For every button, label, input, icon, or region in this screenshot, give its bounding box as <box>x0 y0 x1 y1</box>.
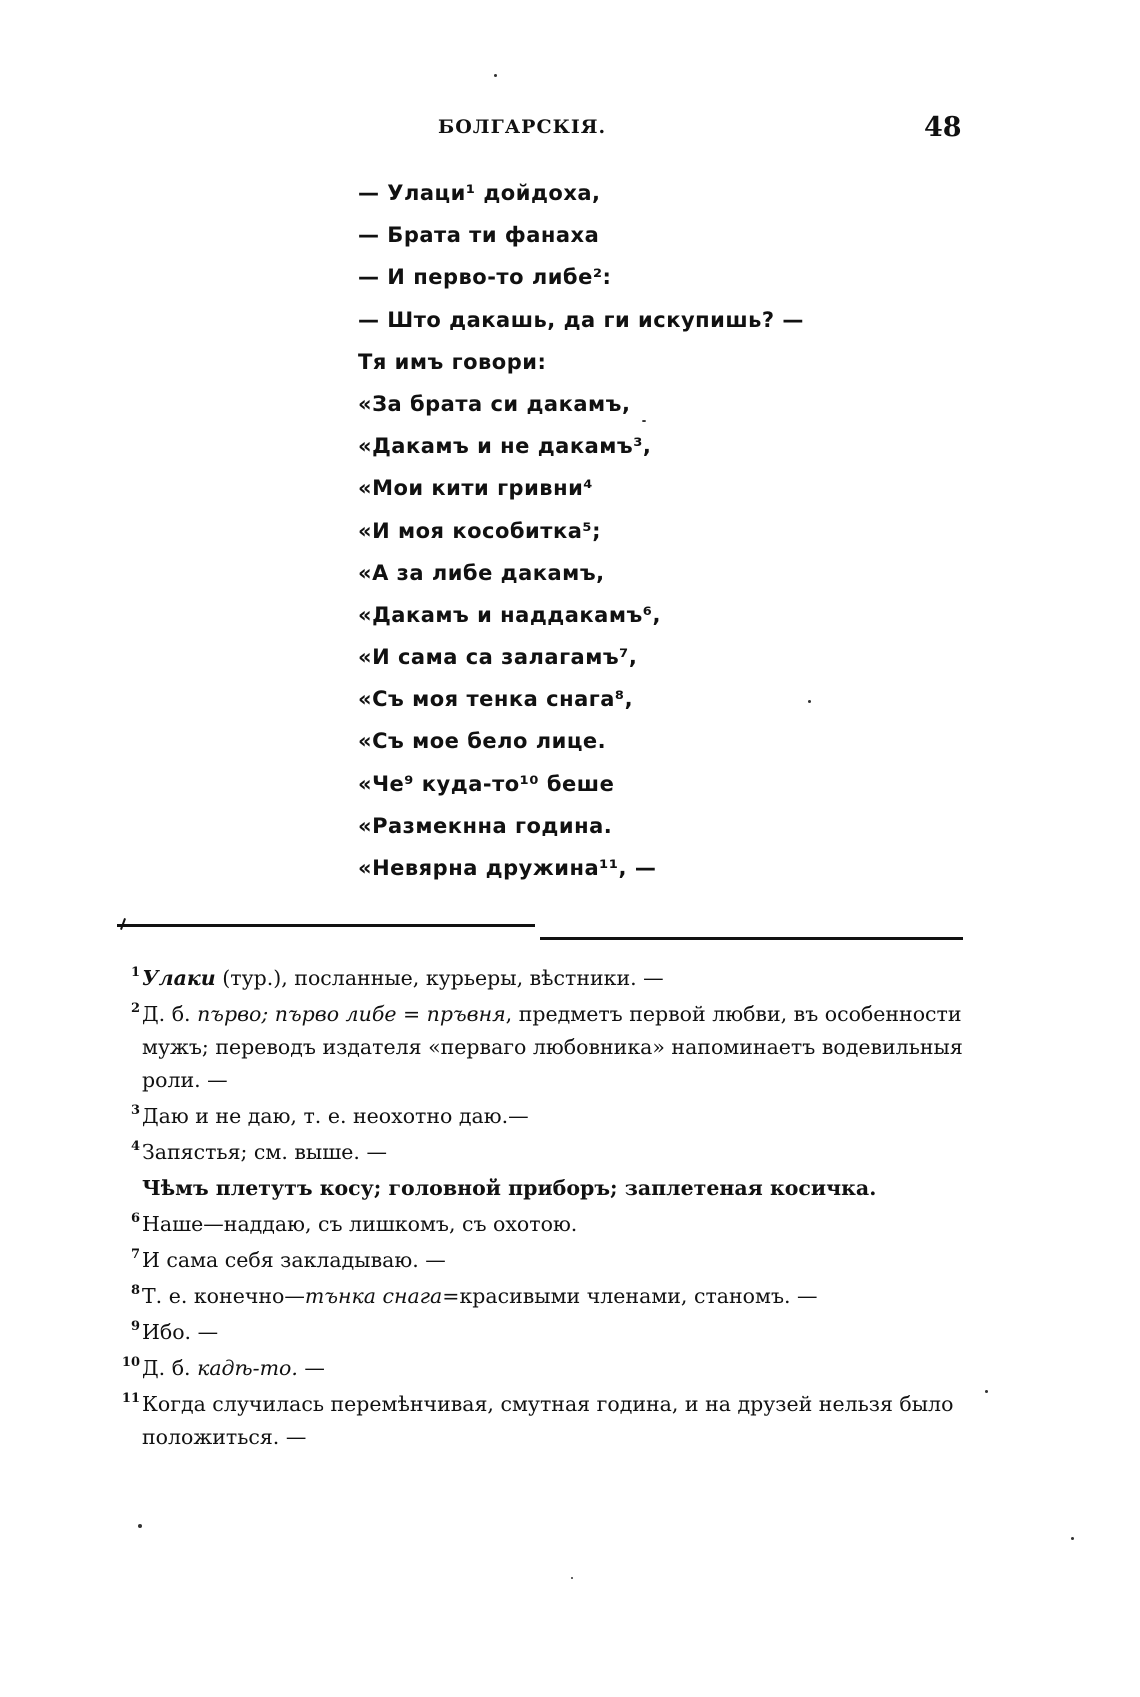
footnote-text: Наше—наддаю, съ лишкомъ, съ охотою. <box>142 1212 578 1236</box>
footnote-7 <box>112 1244 964 1277</box>
verse-line: «А за либе дакамъ, <box>358 560 605 585</box>
footnote-11 <box>112 1388 964 1454</box>
footnote-italic: тънка снага <box>304 1284 443 1308</box>
verse-block <box>358 172 878 889</box>
verse-line: «За брата си дакамъ, <box>358 391 631 416</box>
print-speck <box>1071 1537 1074 1540</box>
footnote-text: — <box>304 1356 325 1380</box>
footnote-10 <box>112 1352 964 1385</box>
verse-line: «Размекнна година. <box>358 813 613 838</box>
footnote-number: 3 <box>130 1103 140 1118</box>
footnote-8 <box>112 1280 964 1313</box>
footnote-9 <box>112 1316 964 1349</box>
footnotes-block <box>112 962 964 1457</box>
verse-line: — И перво-то либе²: <box>358 265 612 290</box>
footnote-italic: кадѣ-то. <box>197 1356 298 1380</box>
footnote-5 <box>112 1172 964 1205</box>
print-speck <box>571 1577 573 1579</box>
footnote-number: 9 <box>130 1319 140 1334</box>
footnote-prefix: Т. е. конечно— <box>142 1284 305 1308</box>
print-speck <box>808 700 811 703</box>
footnote-number: 6 <box>130 1211 140 1226</box>
footnote-4 <box>112 1136 964 1169</box>
footnote-text: , предметъ первой любви, въ особенности мужъ; переводъ издателя «перваго любовника» напоминаетъ водевильныя роли. — <box>142 1002 963 1092</box>
verse-line: — Улаци¹ дойдоха, <box>358 181 601 205</box>
footnote-number: 1 <box>130 965 140 980</box>
footnote-6 <box>112 1208 964 1241</box>
running-head: БОЛГАРСКІЯ. <box>438 116 607 138</box>
footnote-number: 11 <box>121 1391 140 1406</box>
print-speck <box>138 1524 142 1528</box>
verse-line: Тя имъ говори: <box>358 349 547 374</box>
verse-line: «Дакамъ и не дакамъ³, <box>358 434 652 459</box>
footnote-text: И сама себя закладываю. — <box>142 1248 446 1272</box>
verse-line: «Че⁹ куда-то¹⁰ беше <box>358 771 615 796</box>
footnote-1 <box>112 962 964 995</box>
footnote-lead: Улаки <box>142 966 216 990</box>
footnote-text: Чѣмъ плетутъ косу; головной приборъ; заплетеная косичка. <box>142 1176 877 1200</box>
verse-line: — Брата ти фанаха <box>358 223 600 248</box>
verse-line: «И моя кособитка⁵; <box>358 518 601 543</box>
footnote-prefix: Д. б. <box>142 1356 191 1380</box>
footnote-text: =красивыми членами, станомъ. — <box>442 1284 818 1308</box>
verse-line: «Съ мое бело лице. <box>358 729 607 754</box>
footnote-text: (тур.), посланные, курьеры, вѣстники. — <box>222 966 664 990</box>
footnote-rule-left <box>117 924 535 927</box>
footnote-number: 2 <box>130 1001 140 1016</box>
footnote-number: 4 <box>130 1139 140 1154</box>
verse-line: — Што дакашь, да ги искупишь? — <box>358 307 804 332</box>
page-number: 48 <box>924 112 962 143</box>
print-speck <box>642 420 646 422</box>
footnote-prefix: Д. б. <box>142 1002 191 1026</box>
verse-line: «Дакамъ и наддакамъ⁶, <box>358 602 661 627</box>
print-speck <box>494 74 497 77</box>
footnote-rule-right <box>540 937 963 940</box>
print-speck <box>985 1390 988 1393</box>
verse-line: «Съ моя тенка снага⁸, <box>358 687 634 712</box>
footnote-text: Ибо. — <box>142 1320 219 1344</box>
footnote-2 <box>112 998 964 1097</box>
footnote-text: Запястья; см. выше. — <box>142 1140 387 1164</box>
verse-line: «Невярна дружина¹¹, — <box>358 856 657 880</box>
verse-line: «И сама са залагамъ⁷, <box>358 645 638 670</box>
footnote-number: 8 <box>130 1283 140 1298</box>
footnote-number: 10 <box>121 1355 140 1370</box>
footnote-text: Даю и не даю, т. е. неохотно даю.— <box>142 1104 529 1128</box>
verse-line: «Мои кити гривни⁴ <box>358 476 594 501</box>
footnote-number: 7 <box>130 1247 140 1262</box>
footnote-text: Когда случилась перемѣнчивая, смутная година, и на друзей нельзя было положиться. — <box>142 1392 954 1449</box>
footnote-3 <box>112 1100 964 1133</box>
footnote-italic: пъpво; пъpво либе = пръвня <box>197 1002 506 1026</box>
